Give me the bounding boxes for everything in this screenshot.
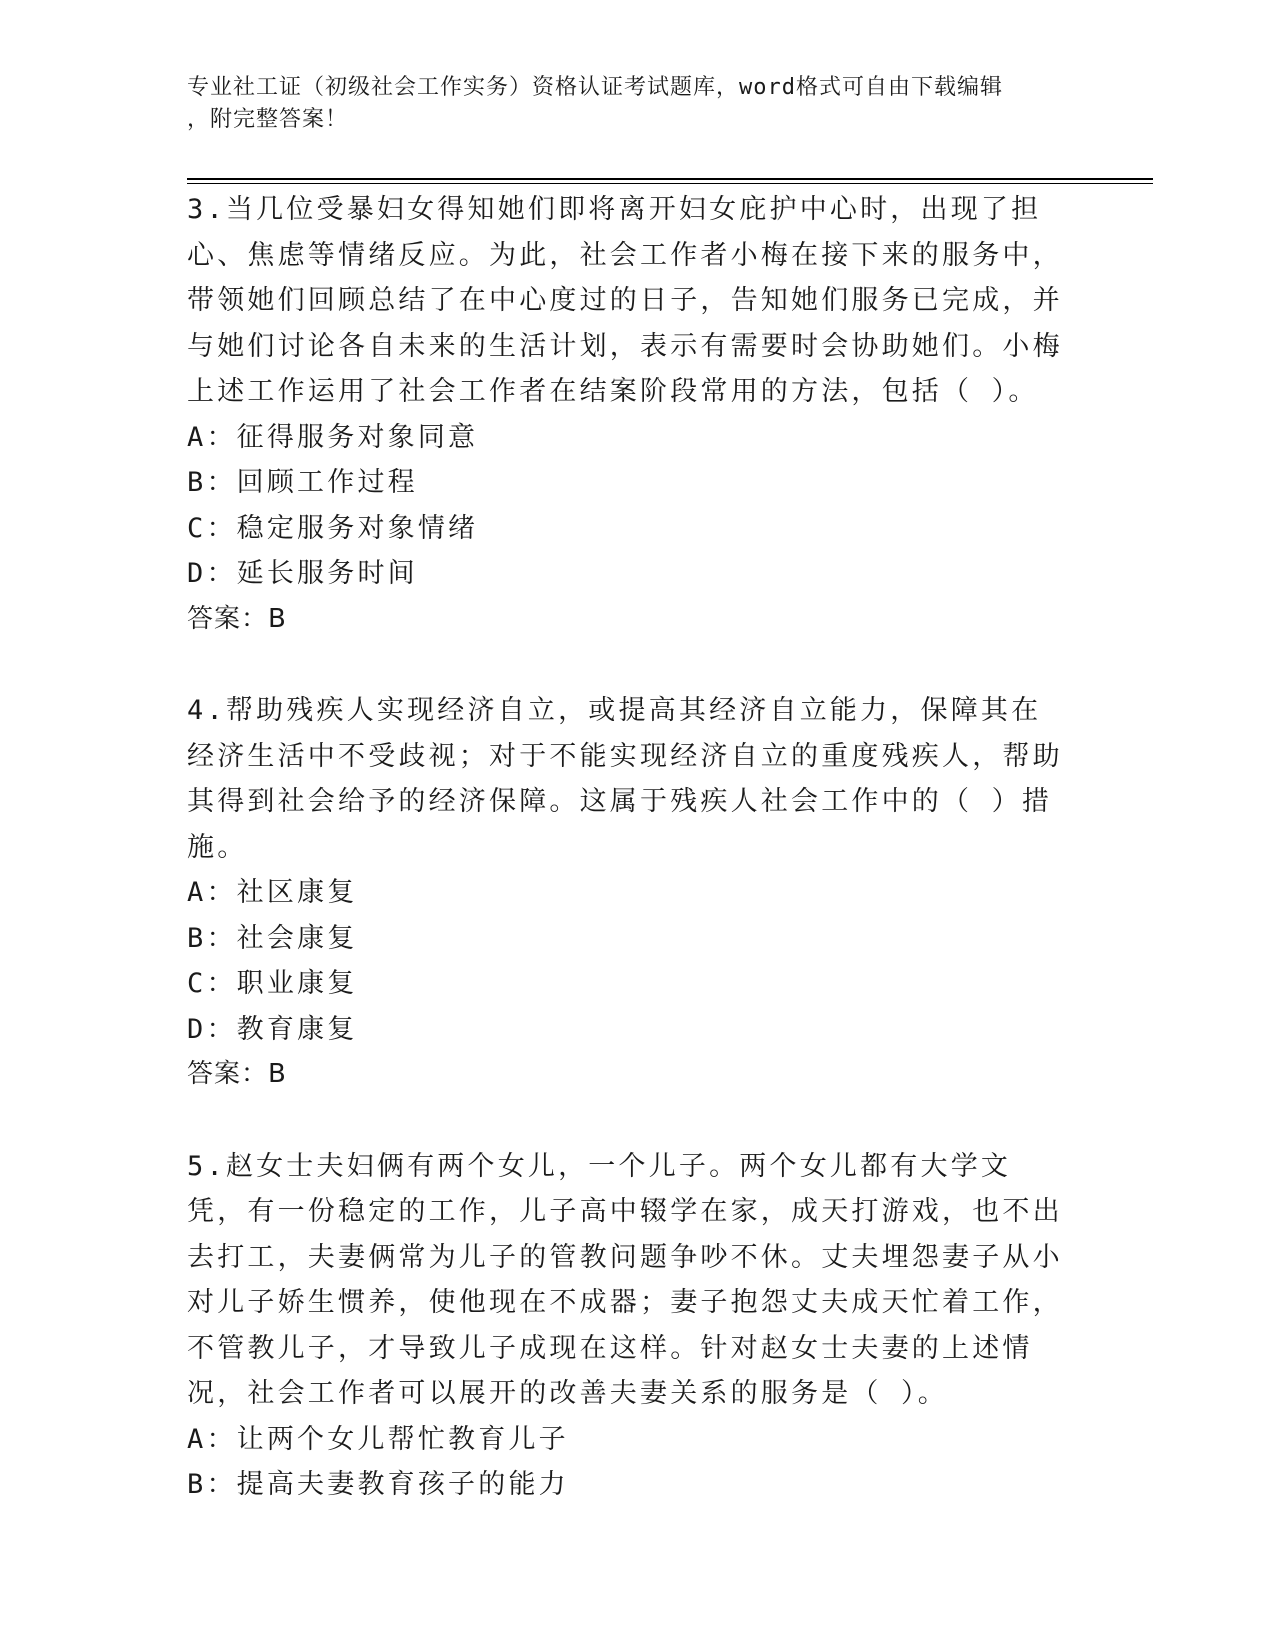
question-5-text: 5.赵女士夫妇俩有两个女儿，一个儿子。两个女儿都有大学文凭，有一份稳定的工作，儿子高中辍学在家，成天打游戏，也不出去打工，夫妻俩常为儿子的管教问题争吵不休。丈夫埋怨妻子从小对儿子娇生惯养，使他现在不成器；妻子抱怨丈夫成天忙着工作，不管教儿子，才导致儿子成现在这样。针对赵女士夫妻的上述情况，社会工作者可以展开的改善夫妻关系的服务是（ ）。 bbox=[187, 1150, 1063, 1409]
question-3-option-c: C：稳定服务对象情绪 bbox=[187, 512, 479, 544]
question-list bbox=[187, 187, 1067, 1554]
question-3-option-a: A：征得服务对象同意 bbox=[187, 421, 479, 453]
header-line-2: ，附完整答案！ bbox=[187, 107, 349, 132]
question-5-option-a: A：让两个女儿帮忙教育儿子 bbox=[187, 1423, 569, 1455]
page-header bbox=[187, 72, 1067, 136]
question-3 bbox=[187, 187, 1067, 642]
question-3-answer: 答案：B bbox=[187, 603, 287, 634]
question-5-option-b: B：提高夫妻教育孩子的能力 bbox=[187, 1469, 569, 1500]
question-4-option-d: D：教育康复 bbox=[187, 1013, 358, 1045]
question-3-text: 3.当几位受暴妇女得知她们即将离开妇女庇护中心时，出现了担心、焦虑等情绪反应。为此，社会工作者小梅在接下来的服务中，带领她们回顾总结了在中心度过的日子，告知她们服务已完成，并与她们讨论各自未来的生活计划，表示有需要时会协助她们。小梅上述工作运用了社会工作者在结案阶段常用的方法，包括（ ）。 bbox=[187, 194, 1063, 407]
question-4-option-a: A：社区康复 bbox=[187, 877, 358, 908]
header-line-1: 专业社工证（初级社会工作实务）资格认证考试题库，word格式可自由下载编辑 bbox=[187, 75, 1003, 100]
question-4 bbox=[187, 688, 1067, 1098]
question-4-text: 4.帮助残疾人实现经济自立，或提高其经济自立能力，保障其在经济生活中不受歧视；对于不能实现经济自立的重度残疾人，帮助其得到社会给予的经济保障。这属于残疾人社会工作中的（ ）措施。 bbox=[187, 695, 1063, 863]
question-3-option-d: D：延长服务时间 bbox=[187, 558, 418, 589]
question-4-option-c: C：职业康复 bbox=[187, 968, 358, 999]
question-3-option-b: B：回顾工作过程 bbox=[187, 467, 418, 498]
question-4-option-b: B：社会康复 bbox=[187, 922, 358, 954]
header-rule-thick bbox=[187, 178, 1153, 180]
question-4-answer: 答案：B bbox=[187, 1059, 287, 1089]
header-rule-thin bbox=[187, 183, 1153, 184]
question-5 bbox=[187, 1144, 1067, 1508]
